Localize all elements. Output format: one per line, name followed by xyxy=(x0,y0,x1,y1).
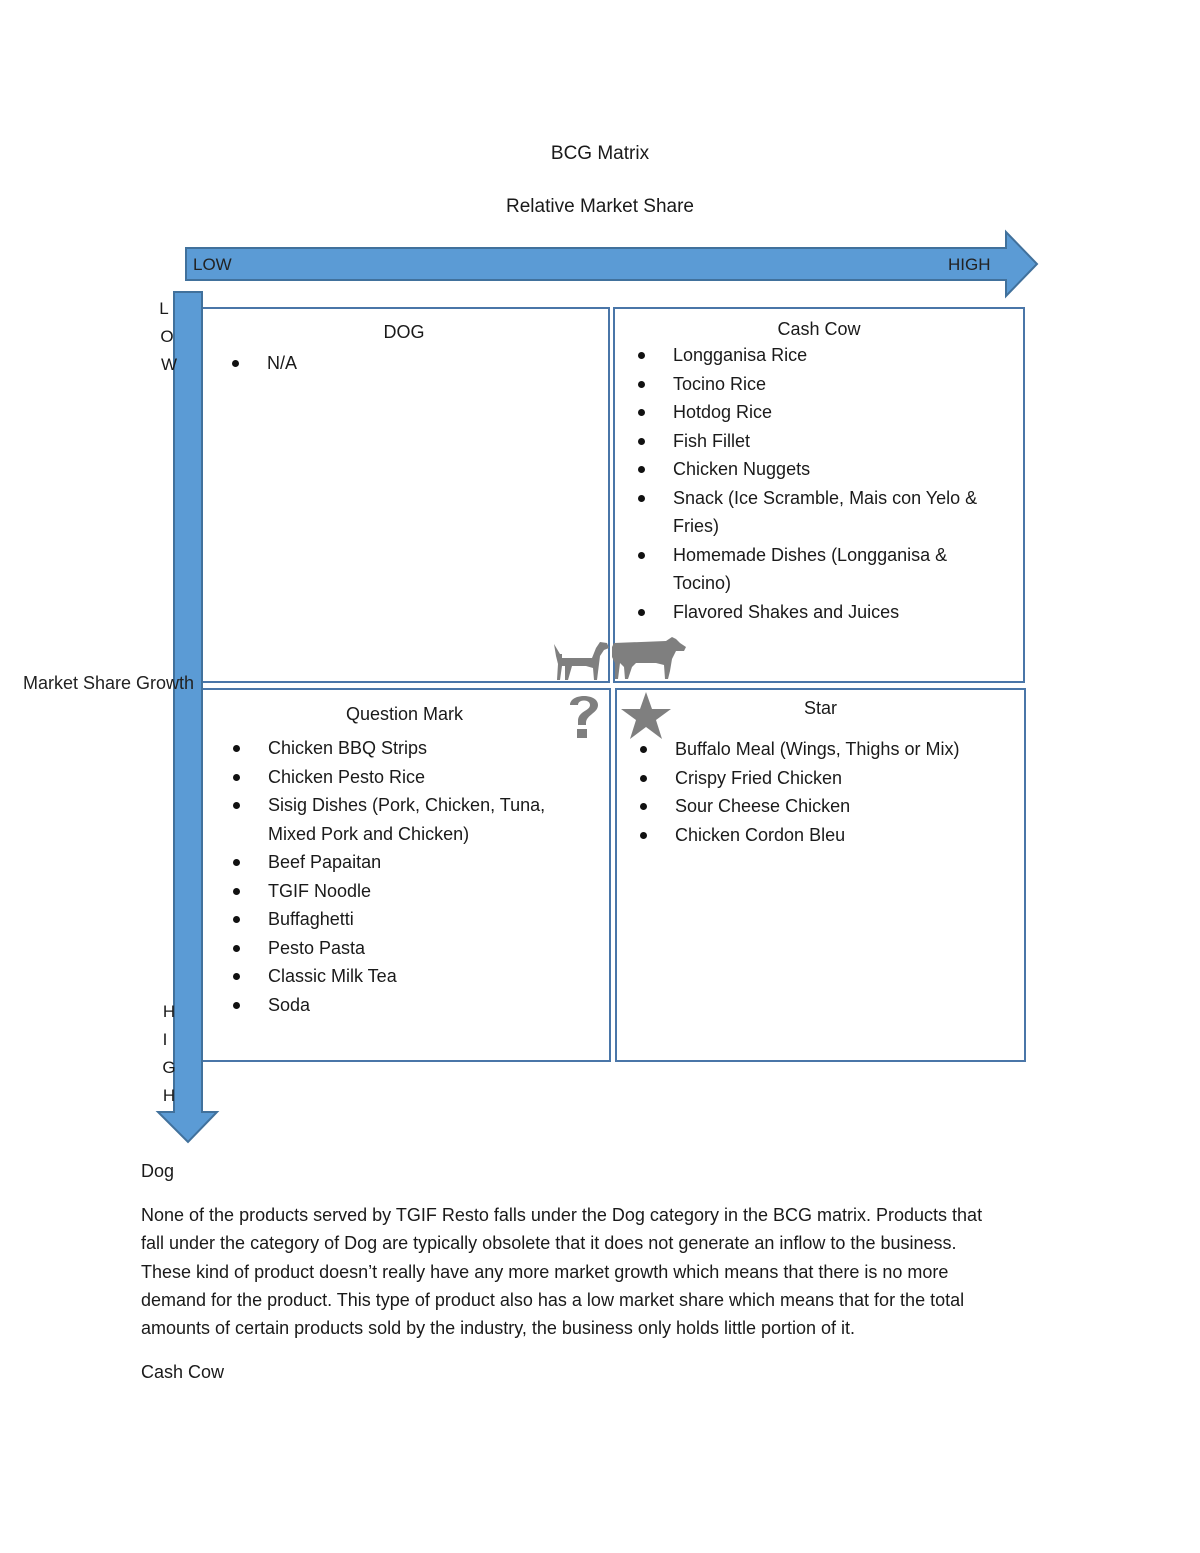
dog-section-paragraph xyxy=(141,1201,1161,1342)
star-icon xyxy=(619,690,673,742)
star-item-list xyxy=(617,735,1024,849)
paragraph-line: demand for the product. This type of product also has a low market share which means that for the total xyxy=(141,1289,965,1310)
page-title: BCG Matrix xyxy=(550,143,650,164)
dog-item-list xyxy=(200,349,608,378)
dog-quadrant xyxy=(198,307,610,683)
list-item: Tocino Rice xyxy=(635,370,1023,399)
list-item: Classic Milk Tea xyxy=(230,962,609,991)
list-item: Homemade Dishes (Longganisa & xyxy=(635,541,1023,570)
list-item: Sisig Dishes (Pork, Chicken, Tuna, xyxy=(230,791,609,820)
question-mark-icon xyxy=(564,691,604,741)
horizontal-axis-arrow xyxy=(180,228,1046,300)
list-item: Hotdog Rice xyxy=(635,398,1023,427)
list-item: Buffaghetti xyxy=(230,905,609,934)
y-axis-high-letter: H xyxy=(162,1086,176,1105)
list-item: Longganisa Rice xyxy=(635,341,1023,370)
question-mark-quadrant xyxy=(198,688,611,1062)
star-quadrant xyxy=(615,688,1026,1062)
dog-icon xyxy=(552,636,610,682)
paragraph-line: amounts of certain products sold by the industry, the business only holds little portion of it. xyxy=(141,1318,856,1339)
cash-cow-item-list xyxy=(615,341,1023,626)
y-axis-high-letter: H xyxy=(162,1002,176,1021)
y-axis-low-letter: L xyxy=(159,299,169,318)
list-item: Buffalo Meal (Wings, Thighs or Mix) xyxy=(637,735,1024,764)
list-item: Crispy Fried Chicken xyxy=(637,764,1024,793)
paragraph-line: These kind of product doesn’t really have any more market growth which means that there is no more xyxy=(141,1261,949,1282)
list-item: Snack (Ice Scramble, Mais con Yelo & xyxy=(635,484,1023,513)
list-item-continuation: Tocino) xyxy=(673,573,732,593)
y-axis-low-letter: W xyxy=(160,355,178,374)
list-item-continuation: Fries) xyxy=(673,516,719,536)
list-item: TGIF Noodle xyxy=(230,877,609,906)
cash-cow-section-heading: Cash Cow xyxy=(141,1362,225,1382)
y-axis-high-letter: G xyxy=(162,1058,176,1077)
list-item: Fish Fillet xyxy=(635,427,1023,456)
cash-cow-quadrant-heading: Cash Cow xyxy=(777,319,861,339)
list-item: Beef Papaitan xyxy=(230,848,609,877)
list-item: Sour Cheese Chicken xyxy=(637,792,1024,821)
y-axis-high-letter: I xyxy=(162,1030,168,1049)
x-axis-low-label: LOW xyxy=(193,255,232,274)
list-item-continuation: Mixed Pork and Chicken) xyxy=(268,823,470,844)
y-axis-label: Market Share Growth xyxy=(23,673,195,693)
dog-section-heading: Dog xyxy=(141,1161,175,1181)
question-mark-item-list xyxy=(200,734,609,1019)
list-item: Flavored Shakes and Juices xyxy=(635,598,1023,627)
paragraph-line: fall under the category of Dog are typically obsolete that it does not generate an inflow to the business. xyxy=(141,1233,957,1254)
paragraph-line: None of the products served by TGIF Resto falls under the Dog category in the BCG matrix. Products that xyxy=(141,1205,983,1225)
list-item: Chicken BBQ Strips xyxy=(230,734,609,763)
x-axis-label: Relative Market Share xyxy=(506,196,694,217)
list-item: Soda xyxy=(230,991,609,1020)
list-item: Chicken Cordon Bleu xyxy=(637,821,1024,850)
cash-cow-quadrant xyxy=(613,307,1025,683)
cow-icon xyxy=(610,633,688,681)
list-item: Chicken Pesto Rice xyxy=(230,763,609,792)
question-mark-quadrant-heading: Question Mark xyxy=(345,704,464,724)
list-item: Chicken Nuggets xyxy=(635,455,1023,484)
dog-quadrant-heading: DOG xyxy=(383,322,425,342)
list-item: N/A xyxy=(229,349,608,378)
star-quadrant-heading: Star xyxy=(803,698,837,718)
x-axis-high-label: HIGH xyxy=(948,255,991,274)
list-item: Pesto Pasta xyxy=(230,934,609,963)
y-axis-low-letter: O xyxy=(160,327,174,346)
